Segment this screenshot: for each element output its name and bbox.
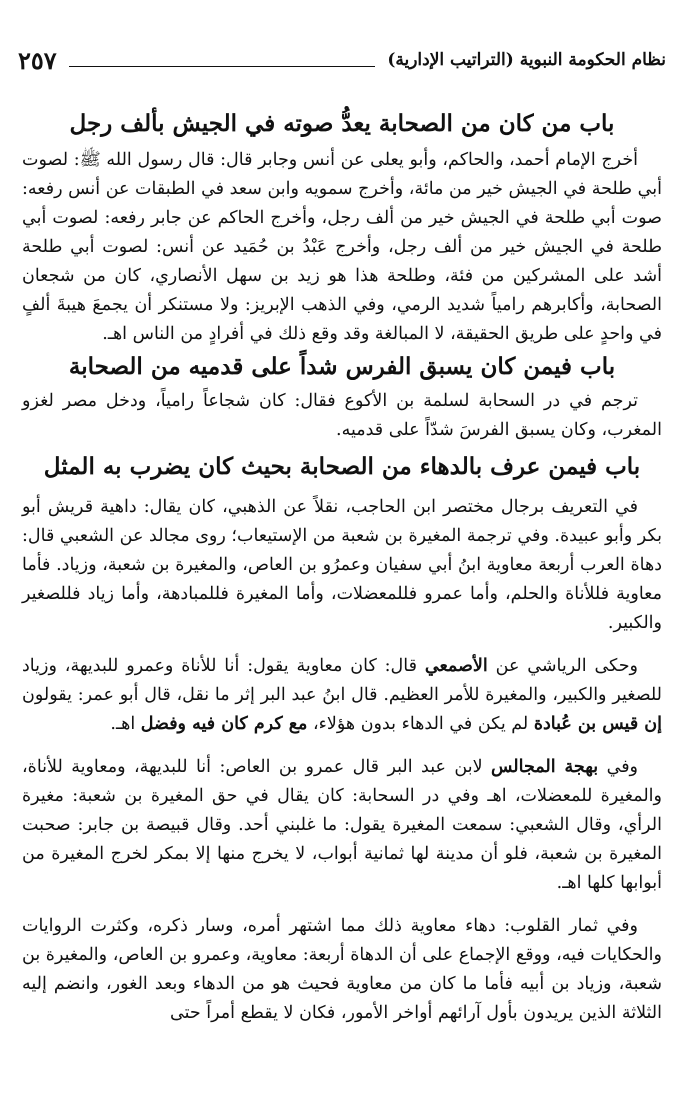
- running-title: نظام الحكومة النبوية (التراتيب الإدارية): [387, 50, 666, 70]
- bold-name-asmai: الأصمعي: [424, 656, 488, 676]
- text-run: وحكى الرياشي عن: [487, 656, 638, 676]
- section-heading-runner: باب فيمن كان يسبق الفرس شداً على قدميه من الصحابة: [68, 353, 616, 380]
- running-header: [18, 42, 666, 78]
- bold-name-qays: إن قيس بن عُبادة: [533, 714, 662, 734]
- paragraph-bahja: [22, 753, 662, 898]
- section-heading-cunning: باب فيمن عرف بالدهاء من الصحابة بحيث كان يضرب به المثل: [43, 453, 641, 480]
- page-number: ٢٥٧: [18, 45, 57, 75]
- text-run: قال: كان معاوية يقول: أنا للأناة وعمرو للبديهة، وزياد للصغير والكبير، والمغيرة للأمر العظيم. قال ابنُ عبد البر إثر ما نقل، قال أبو عمر: يقولون: [22, 656, 662, 705]
- text-run: وفي: [598, 757, 639, 777]
- page-content: [22, 108, 662, 1028]
- bold-phrase: مع كرم كان فيه وفضل: [140, 714, 308, 734]
- paragraph-abu-talha: أخرج الإمام أحمد، والحاكم، وأبو يعلى عن أنس وجابر قال: قال رسول الله ﷺ: لصوت أبي طلحة في الجيش خير من مائة، وأخرج سمويه وابن سعد في الطبقات عن أنس رفعه: صوت أبي طلحة في الجيش خير من ألف رجل، وأخرج الحاكم عن جابر رفعه: لصوت أبي طلحة في الجيش خير من ألف رجل، وأخرج عَبْدُ بن حُمَيد عن أنس: لصوت أبي طلحة أشد على المشركين من فئة، وطلحة هذا هو زيد بن سهل الأنصاري، كان من شجعان الصحابة، وأكابرهم رامياً شديد الرمي، وفي الذهب الإبريز: ولا مستنكر أن يجمعَ هيبةَ ألفٍ في واحدٍ على طريق الحقيقة، لا المبالغة وقد وقع ذلك في أفرادٍ من الناس اهـ.: [22, 150, 662, 344]
- section-heading-voice: باب من كان من الصحابة يعدُّ صوته في الجيش بألف رجل: [69, 110, 615, 137]
- paragraph-riyashi: [22, 652, 662, 739]
- paragraph-tarif: في التعريف برجال مختصر ابن الحاجب، نقلاً عن الذهبي، كان يقال: داهية قريش أبو بكر وأبو عبيدة. وفي ترجمة المغيرة بن شعبة من الإستيعاب؛ روى مجالد عن الشعبي قال: دهاة العرب أربعة معاوية ابنُ أبي سفيان وعمرُو بن العاص، والمغيرة بن شعبة، وزياد. فأما معاوية فللأناة والحلم، وأما عمرو فللمعضلات، وأما المغيرة فللمبادهة، وأما زياد فللصغير والكبير.: [22, 497, 662, 633]
- text-run: اهـ.: [110, 714, 141, 734]
- paragraph-salama: ترجم في در السحابة لسلمة بن الأكوع فقال: كان شجاعاً رامياً، ودخل مصر لغزو المغرب، وكان يسبق الفرسَ شدّاً على قدميه.: [22, 391, 662, 440]
- bold-book-title: بهجة المجالس: [491, 757, 599, 777]
- text-run: لابن عبد البر قال عمرو بن العاص: أنا للبديهة، ومعاوية للأناة، والمغيرة للمعضلات، اهـ وفي در السحابة: كان يقال في حق المغيرة بن شعبة: مغيرة الرأي، وقال الشعبي: سمعت المغيرة يقول: ما غلبني أحد. وقال قبيصة بن جابر: صحبت المغيرة بن شعبة، فلو أن مدينة لها ثمانية أبواب، لا يخرج منها إلا بمكر لخرج المغيرة من أبوابها كلها اهـ.: [22, 757, 662, 893]
- paragraph-thimar: وفي ثمار القلوب: دهاء معاوية ذلك مما اشتهر أمره، وسار ذكره، وكثرت الروايات والحكايات فيه، ووقع الإجماع على أن الدهاة أربعة: معاوية، وعمرو بن العاص، والمغيرة بن شعبة، وزياد بن أبيه فأما ما كان من معاوية فحيث هو من الدهاء وبعد الغور، وانضم إليه الثلاثة الذين يريدون بأول آرائهم أواخر الأمور، فكان لا يقطع أمراً حتى: [22, 916, 662, 1023]
- header-rule: [69, 66, 376, 67]
- text-run: لم يكن في الدهاء بدون هؤلاء،: [307, 714, 534, 734]
